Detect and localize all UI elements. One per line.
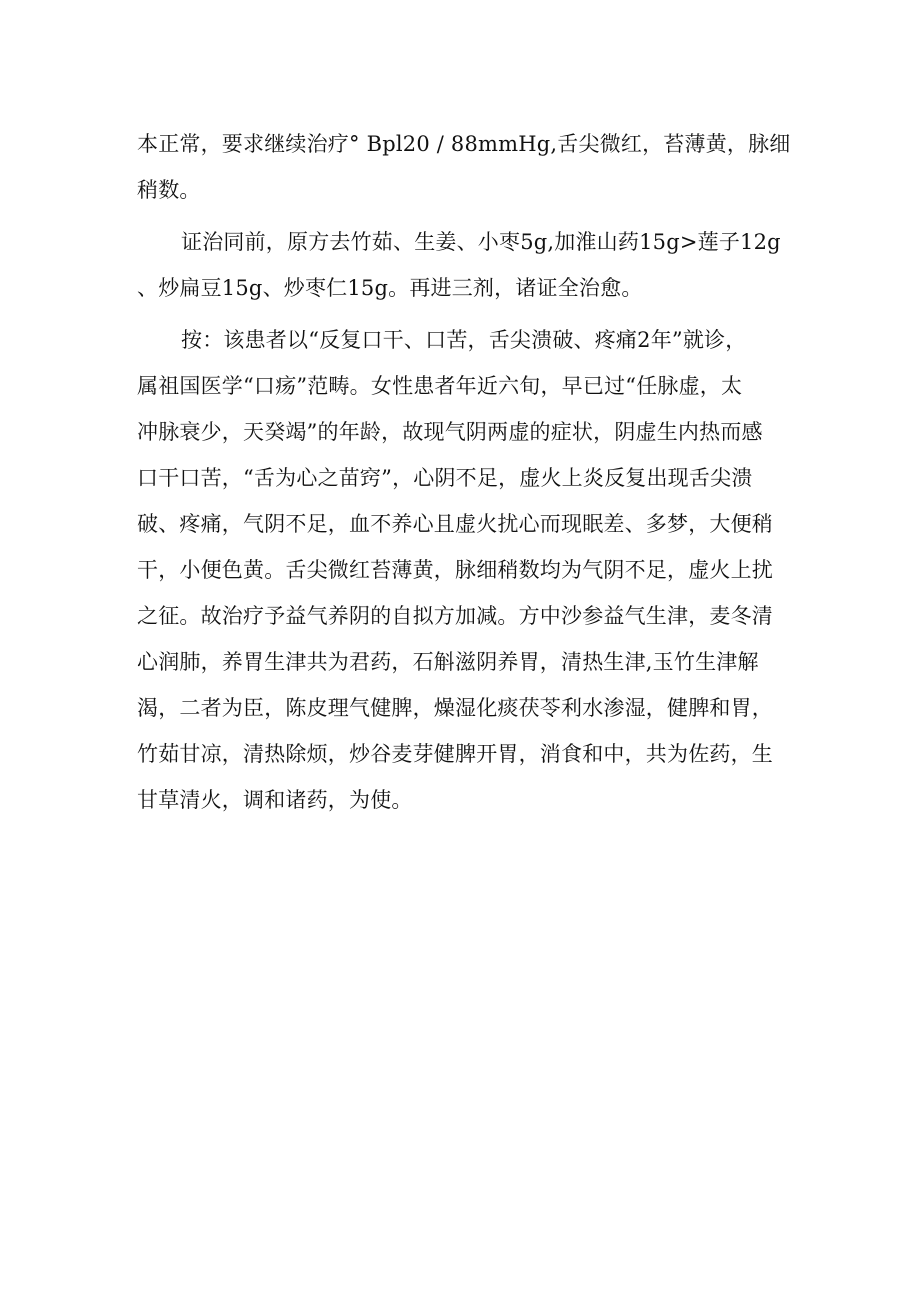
paragraph-3 [137, 317, 789, 823]
text-line: 、炒扁豆15g、炒枣仁15g。再进三剂，诸证全治愈。 [137, 276, 643, 300]
paragraph-2 [137, 219, 789, 311]
text-line: 干，小便色黄。舌尖微红苔薄黄，脉细稍数均为气阴不足，虚火上扰 [137, 558, 773, 582]
text-line: 心润肺，养胃生津共为君药，石斛滋阴养胃，清热生津,玉竹生津解 [137, 650, 759, 674]
text-line: 冲脉衰少，天癸竭”的年龄，故现气阴两虚的症状，阴虚生内热而感 [137, 420, 763, 444]
text-line: 之征。故治疗予益气养阴的自拟方加减。方中沙参益气生津，麦冬清 [137, 604, 773, 628]
text-line: 稍数。 [137, 178, 201, 202]
text-line: 口干口苦，“舌为心之苗窍”，心阴不足，虚火上炎反复出现舌尖溃 [137, 466, 753, 490]
text-line: 竹茹甘凉，清热除烦，炒谷麦芽健脾开胃，消食和中，共为佐药，生 [137, 742, 773, 766]
document-body [137, 121, 789, 823]
text-line: 证治同前，原方去竹茹、生姜、小枣5g,加淮山药15g>莲子12g [181, 230, 781, 254]
text-line: 本正常，要求继续治疗° Bpl20 / 88mmHg,舌尖微红，苔薄黄，脉细 [137, 132, 791, 156]
paragraph-1 [137, 121, 789, 213]
text-line: 渴，二者为臣，陈皮理气健脾，燥湿化痰茯苓利水渗湿，健脾和胃， [137, 696, 773, 720]
text-line: 属祖国医学“口疡”范畴。女性患者年近六旬，早已过“任脉虚，太 [137, 374, 743, 398]
text-line: 按：该患者以“反复口干、口苦，舌尖溃破、疼痛2年”就诊， [181, 328, 747, 352]
text-line: 破、疼痛，气阴不足，血不养心且虚火扰心而现眠差、多梦，大便稍 [137, 512, 773, 536]
text-line: 甘草清火，调和诸药，为使。 [137, 788, 413, 812]
